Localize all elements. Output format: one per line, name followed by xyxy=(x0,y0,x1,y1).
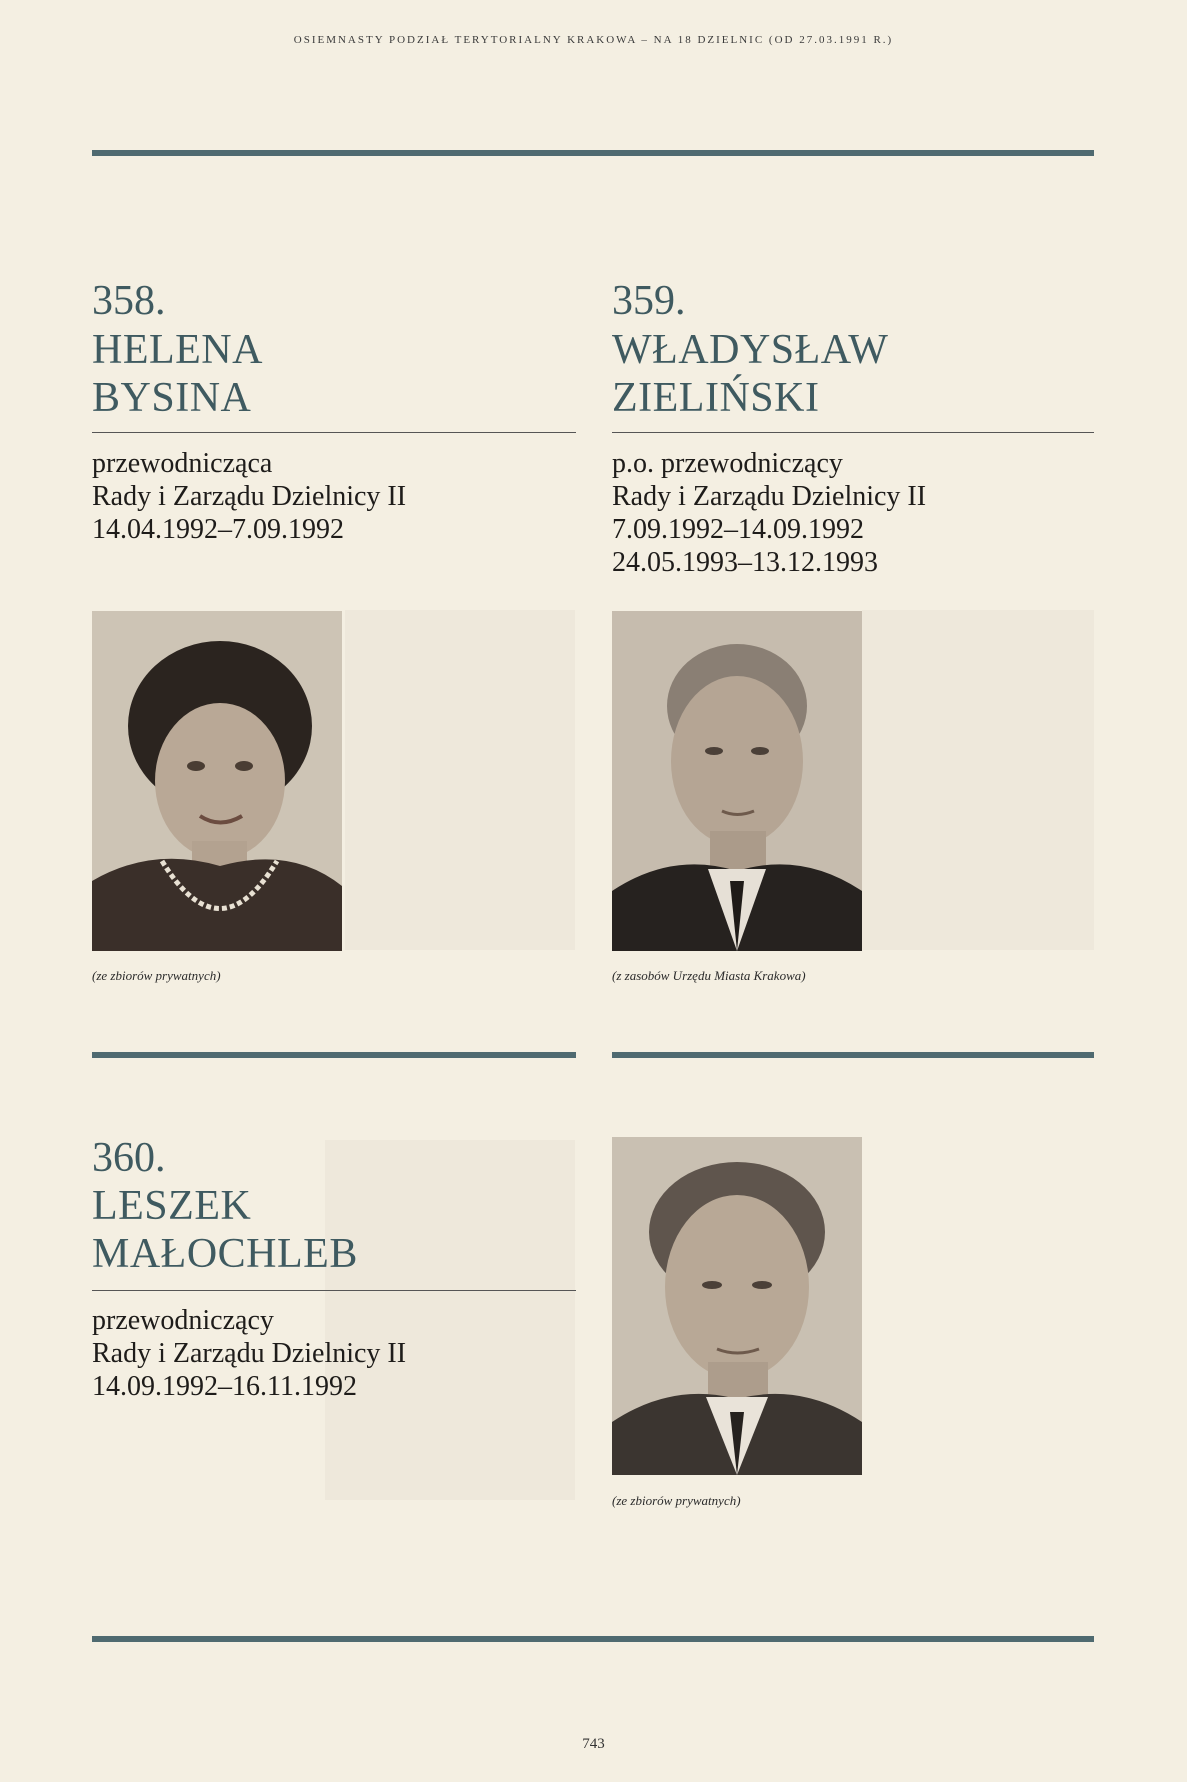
name-line: BYSINA xyxy=(92,375,252,421)
entry-number: 359. xyxy=(612,278,686,324)
role: p.o. przewodniczący xyxy=(612,448,843,479)
portrait-man-image xyxy=(612,1137,862,1475)
body: Rady i Zarządu Dzielnicy II xyxy=(92,1338,407,1369)
entry-details xyxy=(92,447,406,546)
name-line: HELENA xyxy=(92,327,263,373)
role: przewodnicząca xyxy=(92,448,273,479)
section-rule xyxy=(612,1052,1094,1058)
entry-name xyxy=(612,326,888,422)
entry-details xyxy=(612,447,926,579)
name-line: WŁADYSŁAW xyxy=(612,327,889,373)
entry-name xyxy=(92,326,263,422)
term: 24.05.1993–13.12.1993 xyxy=(612,547,878,578)
term: 14.09.1992–16.11.1992 xyxy=(92,1371,357,1402)
term: 7.09.1992–14.09.1992 xyxy=(612,514,864,545)
portrait-woman-image xyxy=(92,611,342,951)
body: Rady i Zarządu Dzielnicy II xyxy=(92,481,407,512)
name-line: LESZEK xyxy=(92,1183,252,1229)
top-rule xyxy=(92,150,1094,156)
show-through-block xyxy=(862,610,1094,950)
name-line: ZIELIŃSKI xyxy=(612,375,820,421)
term: 14.04.1992–7.09.1992 xyxy=(92,514,344,545)
role: przewodniczący xyxy=(92,1305,274,1336)
bottom-rule xyxy=(92,1636,1094,1642)
portrait-man-image xyxy=(612,611,862,951)
page-number: 743 xyxy=(582,1736,605,1752)
name-line: MAŁOCHLEB xyxy=(92,1231,358,1277)
entry-name xyxy=(92,1182,358,1278)
portrait-photo xyxy=(612,1137,862,1475)
portrait-photo xyxy=(612,611,862,951)
photo-caption: (ze zbiorów prywatnych) xyxy=(612,1493,741,1508)
photo-caption: (ze zbiorów prywatnych) xyxy=(92,968,221,983)
name-rule xyxy=(92,1290,576,1291)
show-through-block xyxy=(345,610,575,950)
running-head: OSIEMNASTY PODZIAŁ TERYTORIALNY KRAKOWA – NA 18 DZIELNIC (OD 27.03.1991 R.) xyxy=(293,34,894,46)
entry-number: 360. xyxy=(92,1135,166,1181)
name-rule xyxy=(612,432,1094,433)
entry-details xyxy=(92,1304,406,1403)
entry-number: 358. xyxy=(92,278,166,324)
section-rule xyxy=(92,1052,576,1058)
portrait-photo xyxy=(92,611,342,951)
name-rule xyxy=(92,432,576,433)
photo-caption: (z zasobów Urzędu Miasta Krakowa) xyxy=(612,968,806,983)
body: Rady i Zarządu Dzielnicy II xyxy=(612,481,927,512)
